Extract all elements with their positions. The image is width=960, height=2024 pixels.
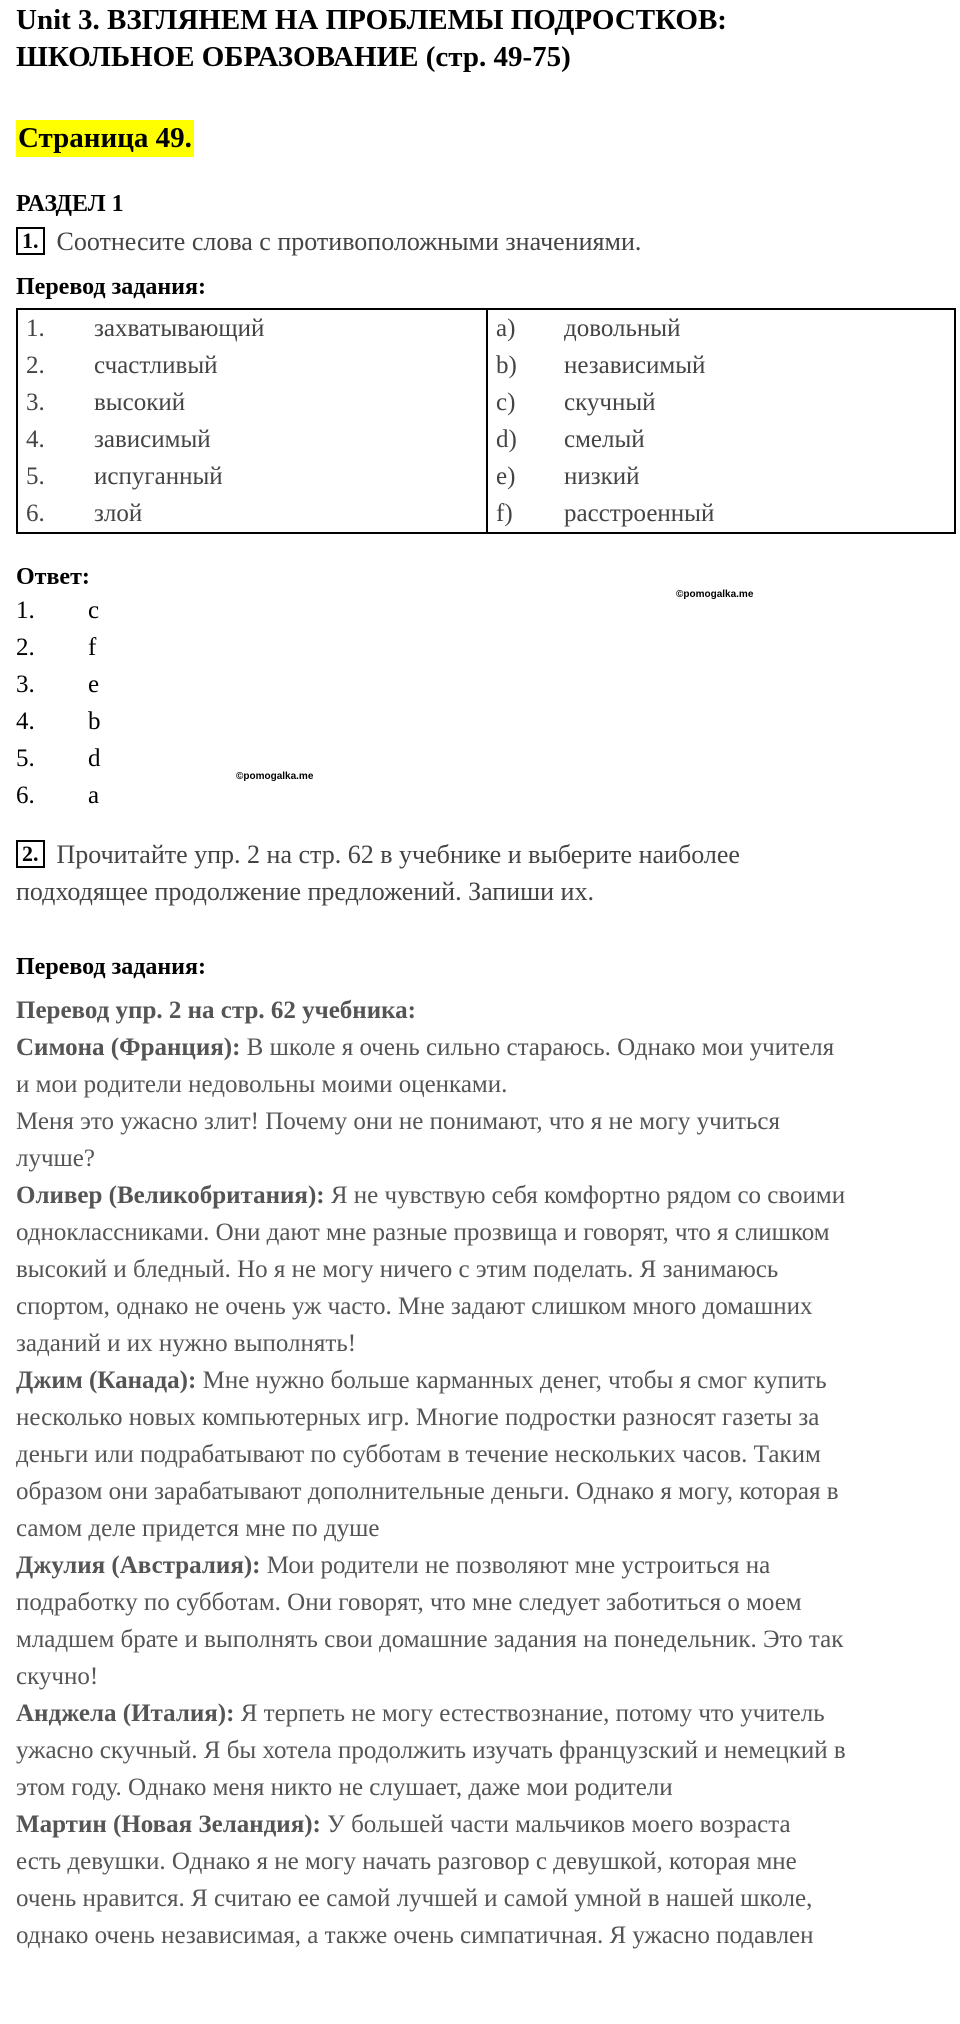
answer-list — [16, 592, 944, 814]
list-item — [16, 592, 944, 629]
right-word: скучный — [564, 388, 656, 416]
task-2 — [16, 836, 944, 910]
left-index: 1. — [26, 314, 45, 342]
answer-index: 2. — [16, 634, 35, 661]
unit-title-line-2: ШКОЛЬНОЕ ОБРАЗОВАНИЕ (стр. 49-75) — [16, 41, 571, 73]
paragraph-simona: Симона (Франция): В школе я очень сильно стараюсь. Однако мои учителя — [16, 1034, 835, 1061]
task-2-translation-label: Перевод задания: — [16, 954, 206, 980]
left-word: испуганный — [94, 462, 223, 490]
right-index: a) — [496, 314, 516, 342]
paragraph-julia: Джулия (Австралия): Мои родители не позволяют мне устроиться на — [16, 1552, 771, 1579]
right-index: f) — [496, 499, 513, 527]
list-item — [16, 703, 944, 740]
unit-title — [16, 0, 944, 76]
left-index: 4. — [26, 425, 45, 453]
task-1-text: Соотнесите слова с противоположными значениями. — [56, 227, 642, 256]
paragraph-angela: Анджела (Италия): Я терпеть не могу естествознание, потому что учитель — [16, 1700, 825, 1727]
left-index: 2. — [26, 351, 45, 379]
translation-title: Перевод упр. 2 на стр. 62 учебника: — [16, 997, 416, 1024]
speaker-name: Джулия (Австралия): — [16, 1552, 261, 1579]
page-label: Страница 49. — [16, 120, 194, 157]
table-row — [17, 309, 955, 347]
answer-index: 1. — [16, 597, 35, 624]
watermark: ©pomogalka.me — [236, 771, 314, 782]
paragraph-martin: Мартин (Новая Зеландия): У большей части мальчиков моего возраста — [16, 1811, 791, 1838]
task-2-text-line-2: подходящее продолжение предложений. Запиши их. — [16, 877, 594, 906]
section-title: РАЗДЕЛ 1 — [16, 191, 124, 217]
answer-value: a — [88, 782, 100, 809]
left-word: счастливый — [94, 351, 218, 379]
answer-value: c — [88, 597, 100, 624]
left-word: высокий — [94, 388, 186, 416]
answer-label: Ответ: — [16, 564, 90, 590]
answer-index: 3. — [16, 671, 35, 698]
watermark: ©pomogalka.me — [676, 589, 754, 600]
list-item — [16, 777, 944, 814]
answer-index: 6. — [16, 782, 35, 809]
left-index: 5. — [26, 462, 45, 490]
right-word: расстроенный — [564, 499, 715, 527]
speaker-name: Симона (Франция): — [16, 1034, 241, 1061]
unit-title-line-1: Unit 3. ВЗГЛЯНЕМ НА ПРОБЛЕМЫ ПОДРОСТКОВ: — [16, 4, 727, 36]
right-index: c) — [496, 388, 516, 416]
table-row — [17, 421, 955, 458]
task-1-translation-label: Перевод задания: — [16, 274, 206, 300]
speaker-name: Оливер (Великобритания): — [16, 1182, 325, 1209]
right-word: низкий — [564, 462, 640, 490]
paragraph-oliver: Оливер (Великобритания): Я не чувствую себя комфортно рядом со своими — [16, 1182, 846, 1209]
right-index: e) — [496, 462, 516, 490]
answer-value: b — [88, 708, 101, 735]
answer-value: f — [88, 634, 97, 661]
left-word: захватывающий — [94, 314, 265, 342]
task-2-text-line-1: Прочитайте упр. 2 на стр. 62 в учебнике и выберите наиболее — [56, 840, 740, 869]
list-item — [16, 740, 944, 777]
speaker-name: Мартин (Новая Зеландия): — [16, 1811, 321, 1838]
right-word: независимый — [564, 351, 706, 379]
table-row — [17, 384, 955, 421]
task-2-number: 2. — [16, 840, 45, 868]
left-word: зависимый — [94, 425, 211, 453]
left-index: 3. — [26, 388, 45, 416]
table-row — [17, 495, 955, 533]
answer-index: 4. — [16, 708, 35, 735]
right-index: d) — [496, 425, 517, 453]
right-word: довольный — [564, 314, 681, 342]
table-row — [17, 458, 955, 495]
answer-value: e — [88, 671, 100, 698]
paragraph-jim: Джим (Канада): Мне нужно больше карманных денег, чтобы я смог купить — [16, 1367, 827, 1394]
list-item — [16, 666, 944, 703]
answer-value: d — [88, 745, 101, 772]
left-word: злой — [94, 499, 143, 527]
left-index: 6. — [26, 499, 45, 527]
matching-table — [16, 308, 956, 534]
list-item — [16, 629, 944, 666]
right-word: смелый — [564, 425, 645, 453]
speaker-name: Джим (Канада): — [16, 1367, 197, 1394]
speaker-name: Анджела (Италия): — [16, 1700, 235, 1727]
task-1 — [16, 223, 944, 260]
table-row — [17, 347, 955, 384]
translation-text: Перевод упр. 2 на стр. 62 учебника: Симона (Франция): В школе я очень сильно стараюсь. Однако мои учителя и мои родители недовольны моими оценками. Меня это ужасно злит! Почему они не понимают, что я не могу учиться лучше? Оливер (Великобритания): Я не чувствую себя комфортно рядом со своими одноклассниками. Они дают мне разные прозвища и говорят, что я слишком высокий и бледный. Но я не могу ничего с этим поделать. Я занимаюсь спортом, однако не очень уж часто. Мне задают слишком много домашних заданий и их нужно выполнять! Джим (Канада): Мне нужно больше карманных денег, чтобы я смог купить несколько новых компьютерных игр. Многие подростки разносят газеты за деньги или подрабатывают по субботам в течение нескольких часов. Таким образом они зарабатывают дополнительные деньги. Однако я могу, которая в самом деле придется мне по душе Джулия (Австралия): Мои родители не позволяют мне устроиться на подработку по субботам. Они говорят, что мне следует заботиться о моем младшем брате и выполнять свои домашние задания на понедельник. Это так скучно! Анджела (Италия): Я терпеть не могу естествознание, потому что учитель ужасно скучный. Я бы хотела продолжить изучать французский и немецкий в этом году. Однако меня никто не слушает, даже мои родители Мартин (Новая Зеландия): У большей части мальчиков моего возраста есть девушки. Однако я не могу начать разговор с девушкой, которая мне очень нравится. Я считаю ее самой лучшей и самой умной в нашей школе, однако очень независимая, а также очень симпатичная. Я ужасно подавлен — [16, 992, 944, 1954]
answer-index: 5. — [16, 745, 35, 772]
task-1-number: 1. — [16, 227, 45, 255]
right-index: b) — [496, 351, 517, 379]
